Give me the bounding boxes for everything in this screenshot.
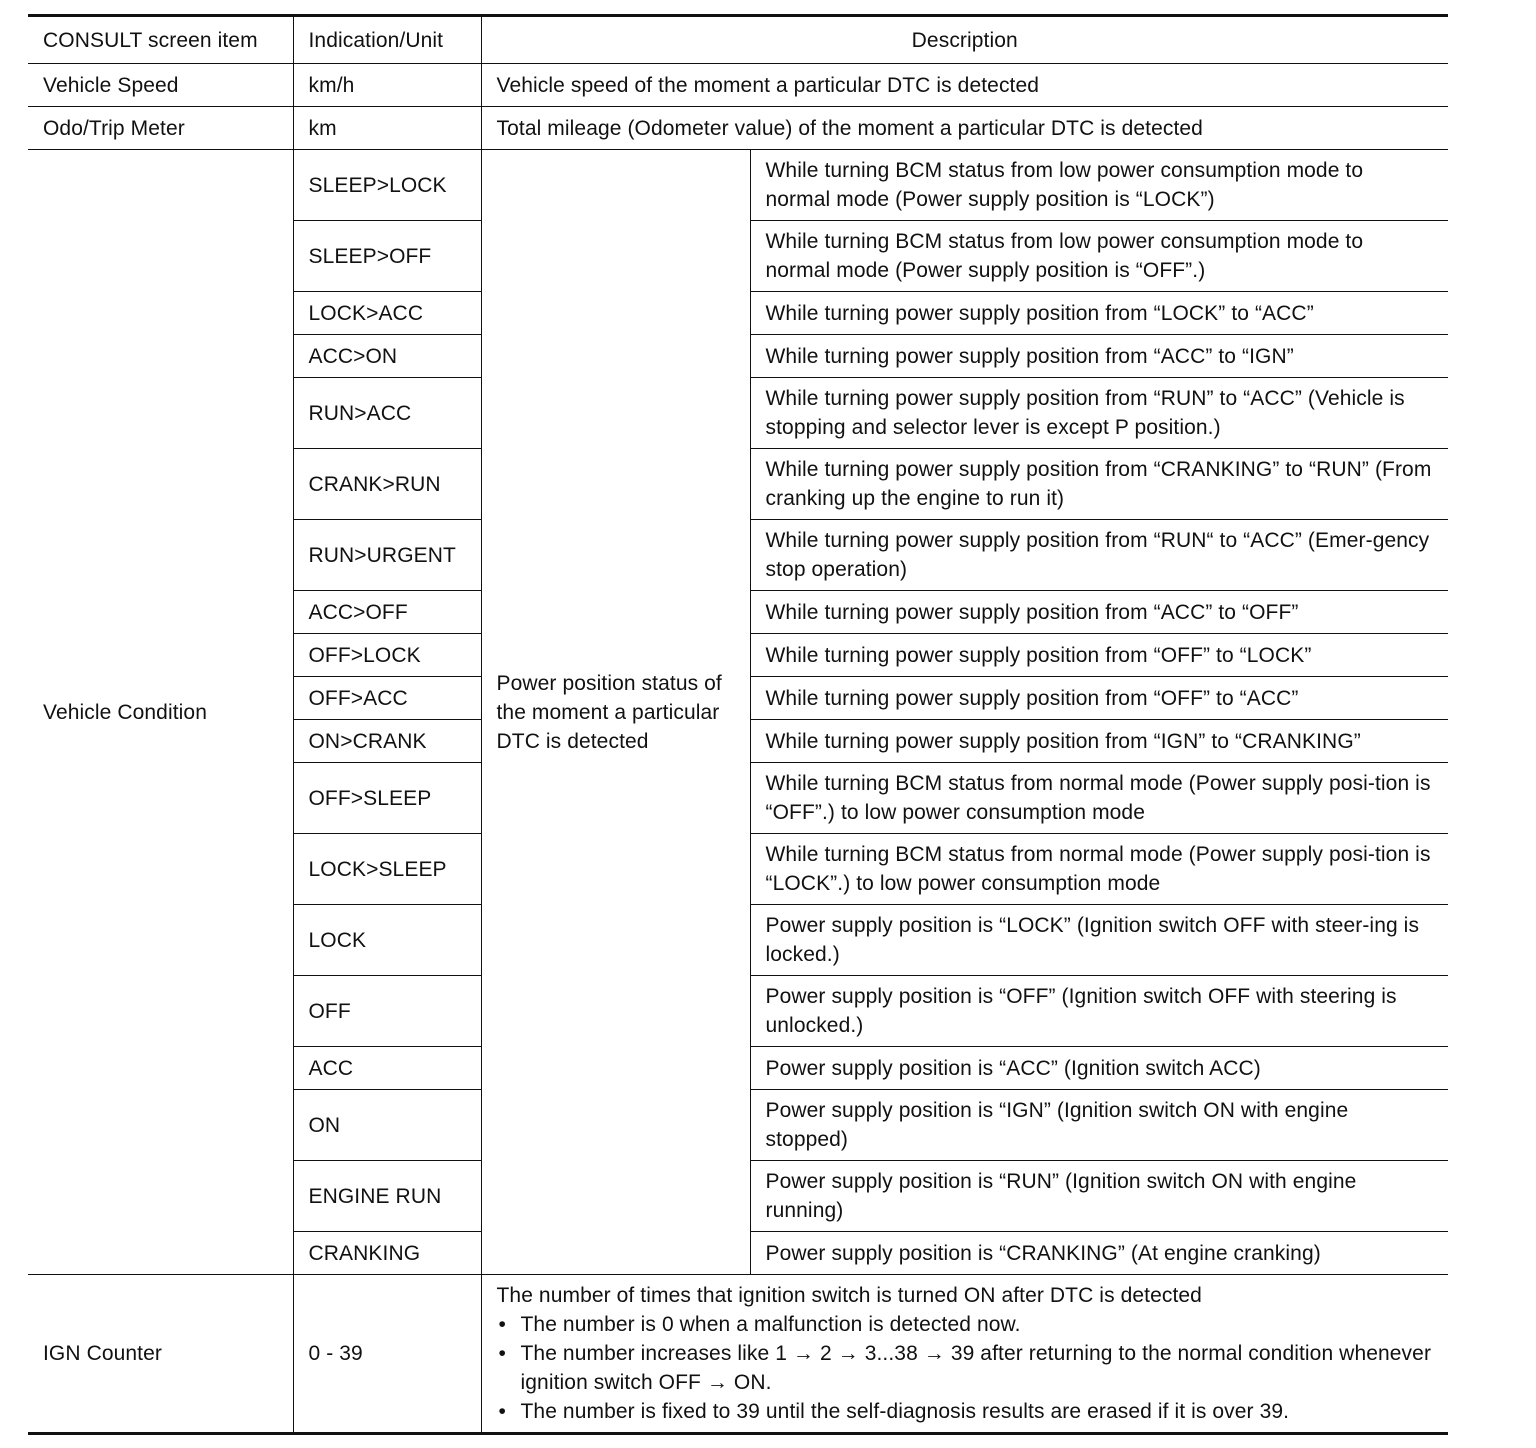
vehicle-condition-summary: Power position status of the moment a particular DTC is detected (481, 150, 750, 1275)
state-description: While turning power supply position from “IGN” to “CRANKING” (750, 720, 1448, 763)
description-cell: Vehicle speed of the moment a particular DTC is detected (481, 64, 1448, 107)
state-description: Power supply position is “ACC” (Ignition switch ACC) (750, 1047, 1448, 1090)
ign-counter-bullet-list (497, 1310, 1434, 1426)
state-description: While turning BCM status from normal mode (Power supply posi-tion is “OFF”.) to low power consumption mode (750, 763, 1448, 834)
state-description: While turning power supply position from “ACC” to “IGN” (750, 335, 1448, 378)
state-description: Power supply position is “CRANKING” (At engine cranking) (750, 1232, 1448, 1275)
state-description: While turning power supply position from “OFF” to “ACC” (750, 677, 1448, 720)
state-description: While turning power supply position from “CRANKING” to “RUN” (From cranking up the engine to run it) (750, 449, 1448, 520)
state-description: While turning power supply position from “RUN“ to “ACC” (Emer-gency stop operation) (750, 520, 1448, 591)
state-unit: LOCK>ACC (293, 292, 481, 335)
table-header-row (28, 16, 1448, 64)
state-unit: ACC>ON (293, 335, 481, 378)
item-cell: Vehicle Speed (28, 64, 293, 107)
state-unit: ENGINE RUN (293, 1161, 481, 1232)
description-cell: Total mileage (Odometer value) of the moment a particular DTC is detected (481, 107, 1448, 150)
state-description: While turning power supply position from “RUN” to “ACC” (Vehicle is stopping and selector lever is except P position.) (750, 378, 1448, 449)
ign-counter-intro: The number of times that ignition switch is turned ON after DTC is detected (496, 1284, 1202, 1307)
state-unit: OFF (293, 976, 481, 1047)
state-description: While turning power supply position from “OFF” to “LOCK” (750, 634, 1448, 677)
list-item: • The number increases like 1 → 2 → 3...38 → 39 after returning to the normal condition whenever ignition switch OFF → ON. (497, 1339, 1434, 1397)
unit-cell: km (293, 107, 481, 150)
state-unit: ACC (293, 1047, 481, 1090)
state-unit: CRANKING (293, 1232, 481, 1275)
state-unit: OFF>ACC (293, 677, 481, 720)
state-unit: ON>CRANK (293, 720, 481, 763)
state-description: Power supply position is “RUN” (Ignition switch ON with engine running) (750, 1161, 1448, 1232)
state-unit: ON (293, 1090, 481, 1161)
list-item: • The number is fixed to 39 until the self-diagnosis results are erased if it is over 39. (497, 1397, 1434, 1426)
state-unit: LOCK (293, 905, 481, 976)
vehicle-condition-item: Vehicle Condition (28, 150, 293, 1275)
state-unit: OFF>SLEEP (293, 763, 481, 834)
state-description: Power supply position is “LOCK” (Ignition switch OFF with steer-ing is locked.) (750, 905, 1448, 976)
state-description: Power supply position is “IGN” (Ignition switch ON with engine stopped) (750, 1090, 1448, 1161)
ign-counter-item: IGN Counter (28, 1275, 293, 1434)
state-unit: RUN>URGENT (293, 520, 481, 591)
state-unit: RUN>ACC (293, 378, 481, 449)
state-unit: ACC>OFF (293, 591, 481, 634)
state-description: While turning BCM status from normal mode (Power supply posi-tion is “LOCK”.) to low power consumption mode (750, 834, 1448, 905)
header-unit: Indication/Unit (293, 16, 481, 64)
state-description: While turning power supply position from “ACC” to “OFF” (750, 591, 1448, 634)
ign-counter-unit: 0 - 39 (293, 1275, 481, 1434)
state-unit: SLEEP>OFF (293, 221, 481, 292)
table-row-vehicle-speed (28, 64, 1448, 107)
ign-counter-description (481, 1275, 1448, 1434)
state-unit: CRANK>RUN (293, 449, 481, 520)
state-description: While turning BCM status from low power consumption mode to normal mode (Power supply position is “OFF”.) (750, 221, 1448, 292)
state-description: While turning power supply position from “LOCK” to “ACC” (750, 292, 1448, 335)
state-unit: OFF>LOCK (293, 634, 481, 677)
table-row-ign-counter (28, 1275, 1448, 1434)
table-row-odo-trip-meter (28, 107, 1448, 150)
header-item: CONSULT screen item (28, 16, 293, 64)
table-row-vehicle-condition (28, 150, 1448, 221)
list-item: • The number is 0 when a malfunction is detected now. (497, 1310, 1434, 1339)
consult-table-sheet (28, 14, 1448, 1435)
consult-data-table (28, 14, 1448, 1435)
header-description: Description (481, 16, 1448, 64)
state-description: Power supply position is “OFF” (Ignition switch OFF with steering is unlocked.) (750, 976, 1448, 1047)
unit-cell: km/h (293, 64, 481, 107)
state-description: While turning BCM status from low power consumption mode to normal mode (Power supply position is “LOCK”) (750, 150, 1448, 221)
item-cell: Odo/Trip Meter (28, 107, 293, 150)
state-unit: SLEEP>LOCK (293, 150, 481, 221)
state-unit: LOCK>SLEEP (293, 834, 481, 905)
